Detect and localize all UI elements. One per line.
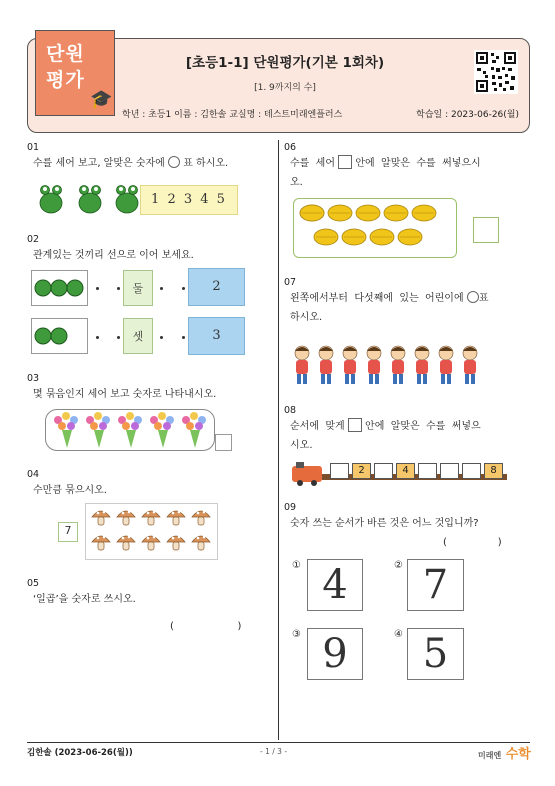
match-dot[interactable] <box>117 336 120 339</box>
option-mark: ③ <box>292 629 301 640</box>
q06-text-cont: 오. <box>290 177 303 188</box>
qr-code-icon[interactable] <box>474 50 518 94</box>
train-number-cell: 8 <box>484 463 503 479</box>
match-dot[interactable] <box>182 287 185 290</box>
match-dot[interactable] <box>96 336 99 339</box>
match-dot[interactable] <box>182 336 185 339</box>
option-mark: ① <box>292 560 301 571</box>
blank-box-icon <box>348 418 362 432</box>
train-blank-cell[interactable] <box>462 463 481 479</box>
badge-line2: 평가 <box>46 69 85 91</box>
q07-text: 왼쪽에서부터 다섯째에 있는 어린이에 표 <box>290 293 489 304</box>
q03-number: 03 <box>27 373 40 384</box>
q01-choices[interactable]: 1 2 3 4 5 <box>151 192 227 207</box>
q09-number: 09 <box>284 502 297 513</box>
q02-word-2: 셋 <box>132 330 144 343</box>
q08-text-cont: 시오. <box>290 440 313 451</box>
q08-number: 08 <box>284 405 297 416</box>
option-mark: ② <box>394 560 403 571</box>
digit: 4 <box>322 562 348 608</box>
q02-text: 관계있는 것끼리 선으로 이어 보세요. <box>33 250 194 261</box>
q02-num-2: 3 <box>212 328 221 343</box>
q03-text: 몇 묶음인지 세어 보고 숫자로 나타내시오. <box>33 389 217 400</box>
flower-bouquets-image <box>50 410 215 450</box>
children-image[interactable] <box>292 344 507 390</box>
train-number-cell: 2 <box>352 463 371 479</box>
q06-answer-box[interactable] <box>473 217 499 243</box>
q09-text: 숫자 쓰는 순서가 바른 것은 어느 것입니까? <box>290 518 479 529</box>
q08-text: 순서에 맞게 안에 알맞은 수를 써넣으 <box>290 418 481 436</box>
circle-mark-icon <box>467 291 479 303</box>
match-dot[interactable] <box>160 336 163 339</box>
train-blank-cell[interactable] <box>418 463 437 479</box>
circle-mark-icon <box>168 156 180 168</box>
train-blank-cell[interactable] <box>440 463 459 479</box>
badge-line1: 단원 <box>46 43 85 65</box>
digit: 7 <box>422 562 449 608</box>
graduation-cap-icon: 🎓 <box>90 89 113 110</box>
q01-text: 수를 세어 보고, 알맞은 숫자에 표 하시오. <box>33 158 229 169</box>
q07-number: 07 <box>284 277 297 288</box>
q04-given-number: 7 <box>64 524 72 537</box>
two-circles <box>31 318 88 354</box>
q09-answer-paren[interactable]: ( ) <box>443 537 502 548</box>
digit: 9 <box>322 631 348 677</box>
q06-text: 수를 세어 안에 알맞은 수를 써넣으시 <box>290 155 481 173</box>
q01-number: 01 <box>27 142 40 153</box>
q05-text: ‘일곱’을 숫자로 쓰시오. <box>33 594 136 605</box>
option-mark: ④ <box>394 629 403 640</box>
q07-text-cont: 하시오. <box>290 312 323 323</box>
match-dot[interactable] <box>117 287 120 290</box>
footer-student: 김한솔 (2023-06-26(월)) <box>27 748 133 758</box>
train-blank-cell[interactable] <box>374 463 393 479</box>
unit-test-badge <box>35 30 115 116</box>
train-number-cell: 4 <box>396 463 415 479</box>
column-divider <box>278 140 279 740</box>
blank-box-icon <box>338 155 352 169</box>
three-circles <box>31 270 88 306</box>
page-number: - 1 / 3 - <box>260 747 288 756</box>
q02-num-1: 2 <box>212 279 221 294</box>
match-dot[interactable] <box>160 287 163 290</box>
digit: 5 <box>422 631 449 677</box>
frog-image <box>37 183 147 217</box>
q04-number: 04 <box>27 469 40 480</box>
q02-number: 02 <box>27 234 40 245</box>
q03-answer-box[interactable] <box>215 434 232 451</box>
footer-divider <box>27 742 530 743</box>
q04-text: 수만큼 묶으시오. <box>33 485 107 496</box>
q05-answer-paren[interactable]: ( ) <box>170 621 242 632</box>
mushrooms-image[interactable] <box>90 507 215 557</box>
match-dot[interactable] <box>96 287 99 290</box>
study-date: 학습일 : 2023-06-26(월) <box>416 110 519 120</box>
q05-number: 05 <box>27 578 40 589</box>
q06-number: 06 <box>284 142 297 153</box>
train-blank-cell[interactable] <box>330 463 349 479</box>
page-title: [초등1-1] 단원평가(기본 1회차) <box>185 55 385 71</box>
starfruit-image <box>298 203 453 255</box>
q02-word-1: 둘 <box>132 282 144 295</box>
page-subtitle: [1. 9까지의 수] <box>254 83 316 93</box>
student-meta: 학년 : 초등1 이름 : 김한솔 교실명 : 테스트미래엔플러스 <box>122 110 343 120</box>
brand-logo: 미래엔 수학 <box>478 747 531 762</box>
